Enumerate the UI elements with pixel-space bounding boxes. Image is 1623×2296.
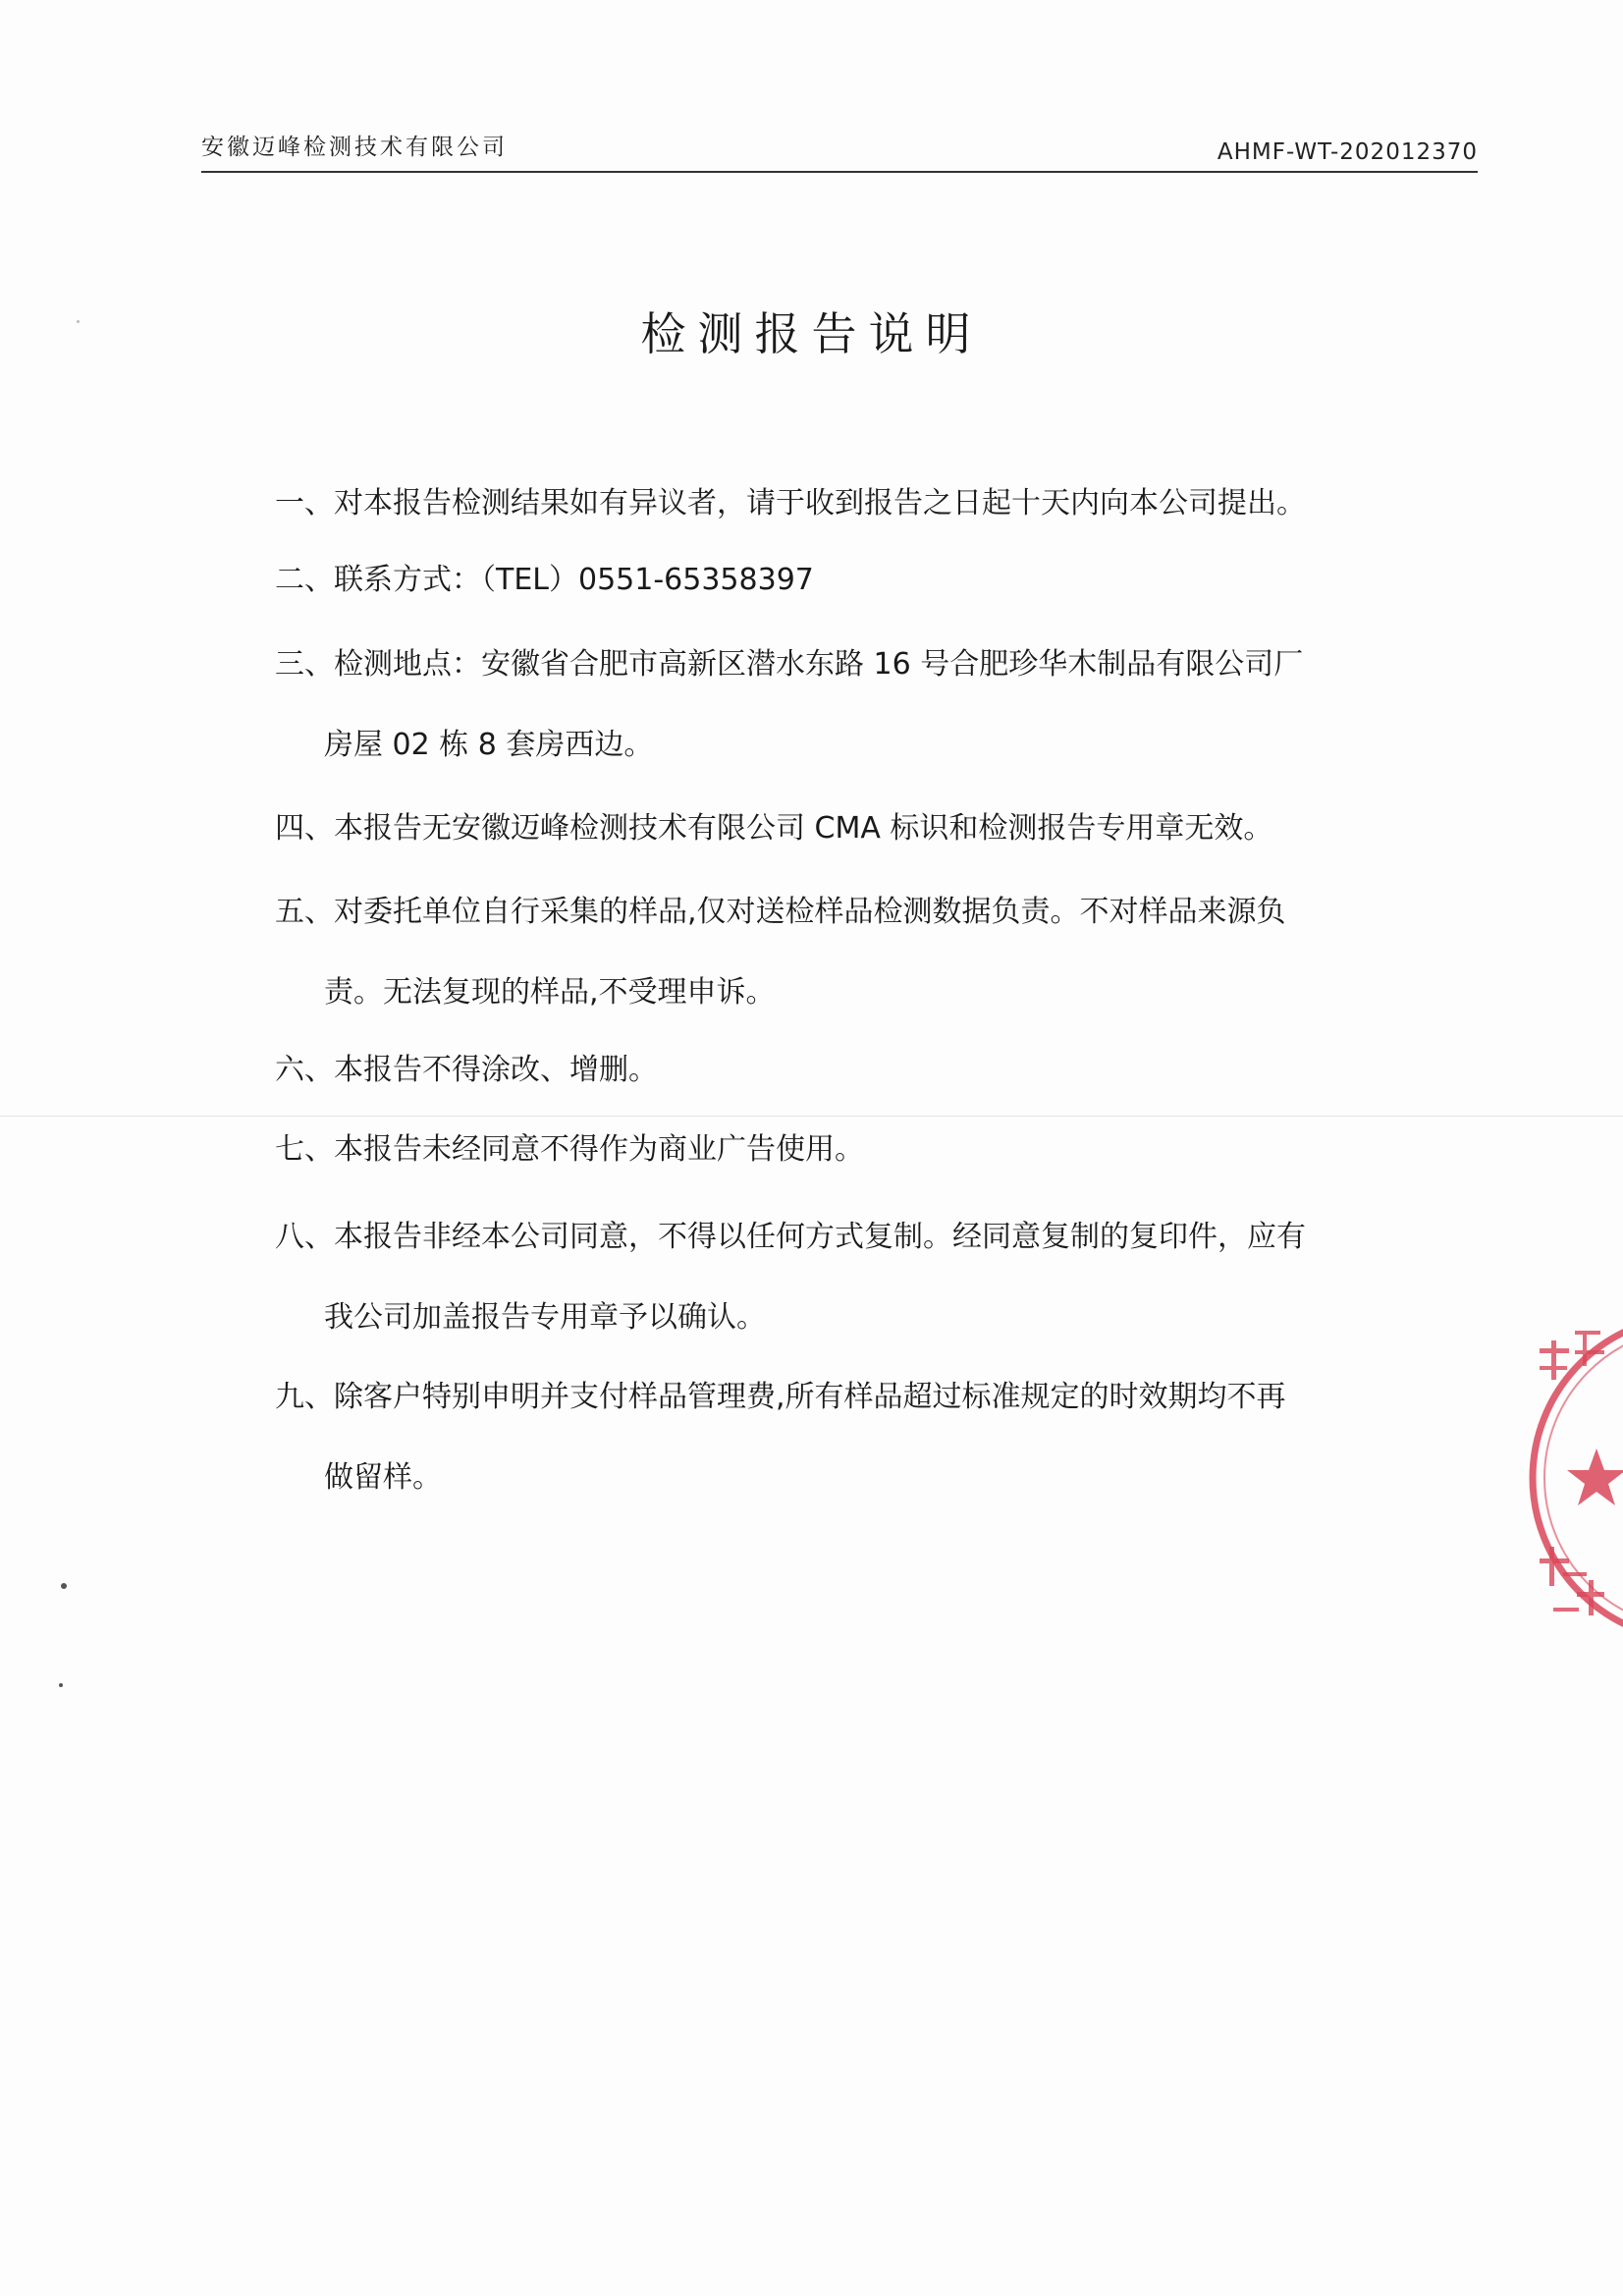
item-number: 二、 — [275, 563, 334, 597]
page-fold-line — [0, 1116, 1623, 1117]
item-text: 除客户特别申明并支付样品管理费,所有样品超过标准规定的时效期均不再 — [334, 1380, 1286, 1414]
list-item — [275, 464, 1404, 544]
item-text: 本报告非经本公司同意，不得以任何方式复制。经同意复制的复印件，应有 — [334, 1220, 1306, 1254]
item-text: 本报告不得涂改、增删。 — [334, 1053, 658, 1087]
report-code: AHMF-WT-202012370 — [1217, 139, 1478, 165]
item-text: 本报告未经同意不得作为商业广告使用。 — [334, 1132, 864, 1167]
item-number: 五、 — [275, 895, 334, 929]
item-continuation: 我公司加盖报告专用章予以确认。 — [324, 1300, 766, 1335]
item-number: 一、 — [275, 486, 334, 520]
list-item — [275, 1357, 1404, 1518]
header-company-name: 安徽迈峰检测技术有限公司 — [201, 135, 508, 160]
item-number: 六、 — [275, 1053, 334, 1087]
item-number: 三、 — [275, 647, 334, 682]
item-continuation: 做留样。 — [324, 1460, 442, 1495]
item-text: 本报告无安徽迈峰检测技术有限公司 CMA 标识和检测报告专用章无效。 — [334, 811, 1273, 846]
item-number: 四、 — [275, 811, 334, 846]
scan-speck — [59, 1683, 63, 1687]
list-item — [275, 1197, 1404, 1358]
item-text: 对本报告检测结果如有异议者，请于收到报告之日起十天内向本公司提出。 — [334, 486, 1306, 520]
list-item — [275, 1030, 1404, 1111]
item-text: 检测地点：安徽省合肥市高新区潜水东路 16 号合肥珍华木制品有限公司厂 — [334, 647, 1304, 682]
item-number: 九、 — [275, 1380, 334, 1414]
list-item — [275, 872, 1404, 1033]
item-number: 八、 — [275, 1220, 334, 1254]
list-item — [275, 789, 1404, 869]
item-number: 七、 — [275, 1132, 334, 1167]
seal-stamp-graphic — [1520, 1301, 1623, 1655]
item-text: 联系方式：（TEL）0551-65358397 — [334, 563, 814, 597]
seal-stamp — [1520, 1301, 1623, 1655]
page-header — [201, 116, 1478, 173]
list-item — [275, 540, 1404, 621]
scan-speck — [77, 320, 80, 323]
item-continuation: 责。无法复现的样品,不受理申诉。 — [324, 975, 776, 1010]
page-title: 检测报告说明 — [640, 307, 983, 360]
scan-speck — [61, 1583, 67, 1589]
item-text: 对委托单位自行采集的样品,仅对送检样品检测数据负责。不对样品来源负 — [334, 895, 1286, 929]
item-continuation: 房屋 02 栋 8 套房西边。 — [324, 728, 654, 762]
list-item — [275, 625, 1404, 786]
list-item — [275, 1110, 1404, 1190]
